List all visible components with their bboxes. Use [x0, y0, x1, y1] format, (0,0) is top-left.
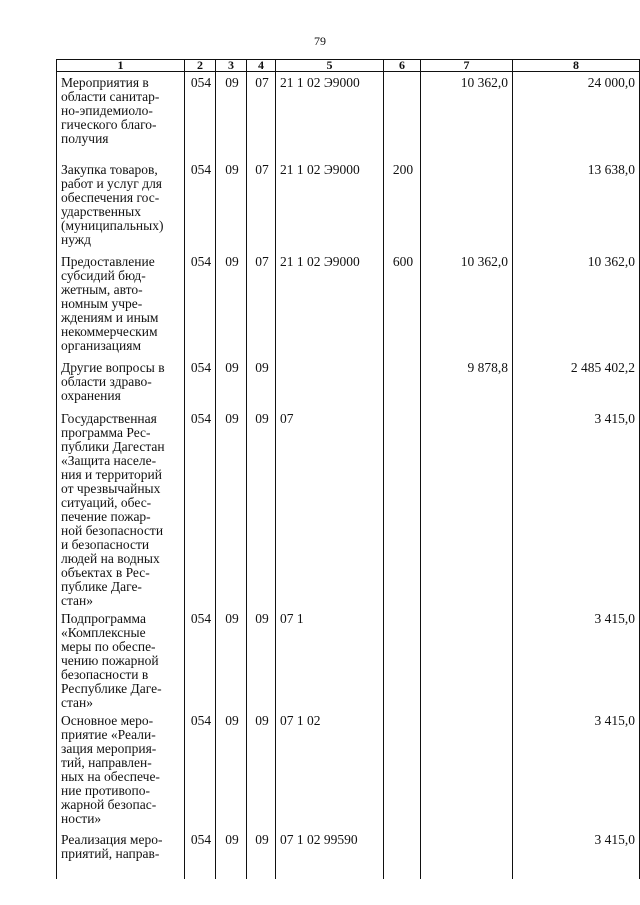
- row-name: Другие вопросы в области здраво- охранения: [61, 359, 165, 403]
- cell-amount-7: 10 362,0: [421, 251, 513, 357]
- column-header: 8: [513, 60, 640, 72]
- cell-code-6: [384, 408, 421, 608]
- header-row: [57, 60, 640, 72]
- cell-amount-8: 3 415,0: [513, 608, 640, 710]
- cell-code-3: 09: [216, 159, 247, 251]
- row-name: Реализация меро- приятий, направ-: [61, 831, 163, 861]
- cell-code-5: 21 1 02 Э9000: [276, 251, 384, 357]
- cell-amount-7: 10 362,0: [421, 72, 513, 159]
- cell-amount-8: 24 000,0: [513, 72, 640, 159]
- column-header: 2: [185, 60, 216, 72]
- cell-code-3: 09: [216, 608, 247, 710]
- table-row: [57, 408, 640, 608]
- row-name: Закупка товаров, работ и услуг для обеспечения гос- ударственных (муниципальных) нужд: [61, 161, 164, 247]
- row-name: Мероприятия в области санитар- но-эпидемиоло- гического благо- получия: [61, 75, 160, 146]
- row-name: Подпрограмма «Комплексные меры по обеспе- чению пожарной безопасности в Республике Даге- стан»: [61, 610, 162, 710]
- cell-code-5: 07 1 02: [276, 710, 384, 829]
- cell-code-4: 09: [247, 608, 276, 710]
- row-name: Предоставление субсидий бюд- жетным, авто- номным учре- ждениям и иным некоммерческим организациям: [61, 253, 159, 353]
- cell-code-5: 21 1 02 Э9000: [276, 72, 384, 159]
- table-row: [57, 251, 640, 357]
- cell-code-4: 07: [247, 72, 276, 159]
- table-row: [57, 72, 640, 159]
- table-row: [57, 829, 640, 879]
- cell-amount-7: [421, 710, 513, 829]
- row-name: Основное меро- приятие «Реали- зация мероприя- тий, направлен- ных на обеспече- ние противопо- жарной безопас- ности»: [61, 712, 160, 826]
- cell-code-6: [384, 710, 421, 829]
- cell-amount-7: [421, 408, 513, 608]
- cell-code-6: [384, 72, 421, 159]
- row-name: Государственная программа Рес- публики Дагестан «Защита населе- ния и территорий от чрезвычайных ситуаций, обес- печение пожар- ной безопасности и безопасности людей на водных объектах в Рес- публике Даге- стан»: [61, 410, 165, 608]
- cell-code-4: 09: [247, 829, 276, 879]
- page-number: 79: [314, 34, 326, 48]
- cell-code-2: 054: [185, 408, 216, 608]
- cell-code-2: 054: [185, 608, 216, 710]
- column-header: 3: [216, 60, 247, 72]
- cell-amount-7: [421, 159, 513, 251]
- cell-code-5: 07 1 02 99590: [276, 829, 384, 879]
- column-header: 4: [247, 60, 276, 72]
- cell-amount-8: 3 415,0: [513, 829, 640, 879]
- table-row: [57, 159, 640, 251]
- cell-code-2: 054: [185, 357, 216, 408]
- cell-code-2: 054: [185, 72, 216, 159]
- table-row: [57, 357, 640, 408]
- cell-code-3: 09: [216, 357, 247, 408]
- cell-code-5: 21 1 02 Э9000: [276, 159, 384, 251]
- cell-code-2: 054: [185, 710, 216, 829]
- cell-amount-7: [421, 829, 513, 879]
- column-header: 7: [421, 60, 513, 72]
- cell-code-6: 200: [384, 159, 421, 251]
- cell-code-4: 07: [247, 251, 276, 357]
- cell-code-6: [384, 357, 421, 408]
- cell-code-2: 054: [185, 159, 216, 251]
- cell-amount-8: 3 415,0: [513, 710, 640, 829]
- cell-code-2: 054: [185, 251, 216, 357]
- cell-code-4: 07: [247, 159, 276, 251]
- column-header: 5: [276, 60, 384, 72]
- budget-table: [56, 59, 640, 879]
- cell-code-5: 07 1: [276, 608, 384, 710]
- table-row: [57, 608, 640, 710]
- cell-code-5: [276, 357, 384, 408]
- cell-code-6: 600: [384, 251, 421, 357]
- cell-amount-7: [421, 608, 513, 710]
- cell-amount-8: 10 362,0: [513, 251, 640, 357]
- cell-amount-8: 13 638,0: [513, 159, 640, 251]
- cell-code-4: 09: [247, 408, 276, 608]
- column-header: 6: [384, 60, 421, 72]
- table-row: [57, 710, 640, 829]
- cell-code-5: 07: [276, 408, 384, 608]
- cell-code-3: 09: [216, 829, 247, 879]
- cell-code-3: 09: [216, 408, 247, 608]
- cell-code-6: [384, 608, 421, 710]
- cell-code-4: 09: [247, 710, 276, 829]
- column-header: 1: [57, 60, 185, 72]
- cell-amount-8: 2 485 402,2: [513, 357, 640, 408]
- cell-code-4: 09: [247, 357, 276, 408]
- cell-code-2: 054: [185, 829, 216, 879]
- cell-code-3: 09: [216, 251, 247, 357]
- cell-amount-7: 9 878,8: [421, 357, 513, 408]
- cell-code-6: [384, 829, 421, 879]
- cell-code-3: 09: [216, 72, 247, 159]
- cell-code-3: 09: [216, 710, 247, 829]
- cell-amount-8: 3 415,0: [513, 408, 640, 608]
